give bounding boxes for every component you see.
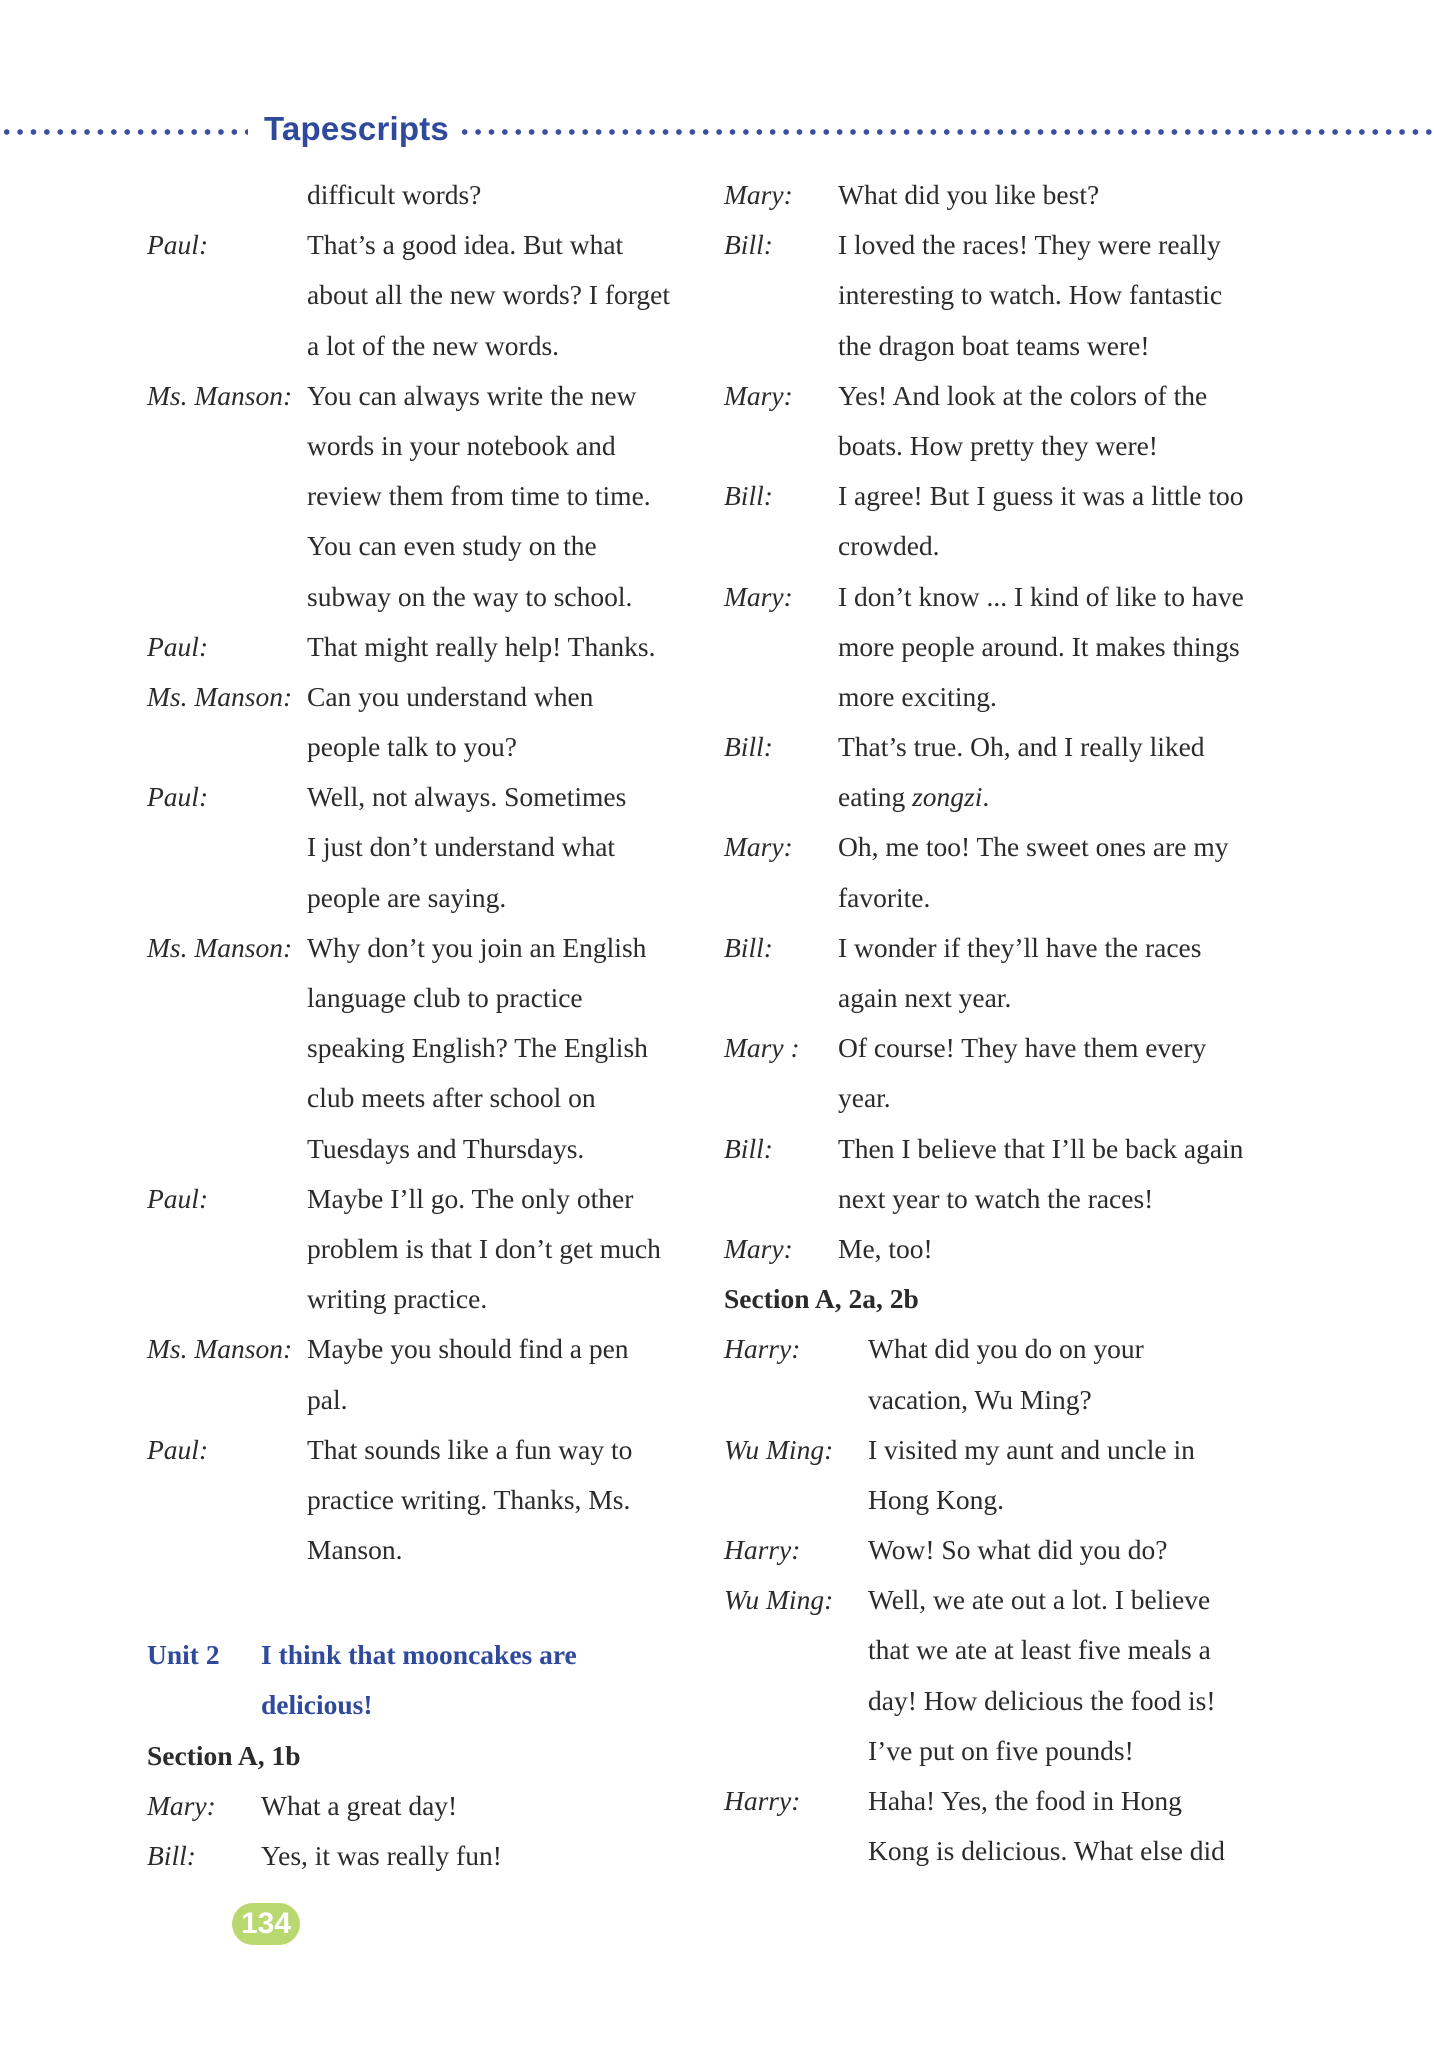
dialogue-text: favorite.	[838, 881, 931, 913]
dialogue-line	[147, 1375, 707, 1425]
dialogue-text: club meets after school on	[307, 1082, 596, 1114]
dialogue-italic-word: zongzi	[912, 781, 983, 813]
speaker-name: Bill:	[724, 731, 773, 763]
page-header	[0, 108, 1434, 152]
dialogue-text: Then I believe that I’ll be back again	[838, 1132, 1244, 1164]
dialogue-text-part: .	[982, 781, 990, 813]
dialogue-line	[724, 1776, 1324, 1826]
speaker-name: Bill:	[724, 931, 773, 963]
dialogue-text: again next year.	[838, 982, 1012, 1013]
dialogue-line	[147, 471, 707, 521]
section-title: Section A, 1b	[147, 1739, 301, 1771]
dialogue-text: difficult words?	[307, 179, 482, 210]
dialogue-text: Haha! Yes, the food in Hong	[868, 1785, 1182, 1816]
speaker-name: Bill:	[724, 1132, 773, 1164]
dialogue-line	[724, 1023, 1324, 1073]
dialogue-text: that we ate at least five meals a	[868, 1634, 1211, 1666]
dialogue-line	[147, 1124, 707, 1174]
dialogue-line	[147, 572, 707, 622]
dialogue-text: review them from time to time.	[307, 480, 651, 512]
dialogue-line	[724, 1124, 1324, 1174]
unit-number: Unit 2	[147, 1639, 220, 1671]
section-heading	[724, 1274, 1324, 1324]
dialogue-text: pal.	[307, 1383, 348, 1415]
dialogue-text: interesting to watch. How fantastic	[838, 279, 1223, 311]
speaker-name: Bill:	[724, 480, 773, 512]
dialogue-text: Why don’t you join an English	[307, 931, 647, 963]
dialogue-text: That might really help! Thanks.	[307, 630, 656, 662]
dialogue-line	[724, 722, 1324, 772]
dialogue-line	[724, 873, 1324, 923]
dialogue-text: the dragon boat teams were!	[838, 329, 1150, 361]
dialogue-line	[147, 1023, 707, 1073]
speaker-name: Harry:	[724, 1785, 801, 1816]
dialogue-line	[147, 1425, 707, 1475]
dialogue-line	[724, 1425, 1324, 1475]
dialogue-line	[147, 1224, 707, 1274]
dialogue-line	[147, 270, 707, 320]
dialogue-line	[147, 973, 707, 1023]
speaker-name: Paul:	[147, 781, 209, 813]
dialogue-text: people talk to you?	[307, 731, 518, 763]
dialogue-line	[147, 772, 707, 822]
dialogue-text: Manson.	[307, 1534, 403, 1566]
dialogue-text: Tuesdays and Thursdays.	[307, 1132, 585, 1164]
dialogue-line	[147, 220, 707, 270]
speaker-name: Bill:	[147, 1840, 196, 1871]
dialogue-text: Of course! They have them every	[838, 1032, 1207, 1064]
dialogue-text: What did you do on your	[868, 1333, 1144, 1365]
speaker-name: Paul:	[147, 1433, 209, 1465]
dialogue-line	[724, 1073, 1324, 1123]
dialogue-line	[724, 1174, 1324, 1224]
dialogue-text: Maybe I’ll go. The only other	[307, 1182, 634, 1214]
speaker-name: Paul:	[147, 1182, 209, 1214]
dialogue-line	[147, 170, 707, 220]
dialogue-line	[724, 1676, 1324, 1726]
section-heading	[147, 1731, 707, 1781]
speaker-name: Paul:	[147, 630, 209, 662]
speaker-name: Mary:	[147, 1789, 216, 1821]
dialogue-text: speaking English? The English	[307, 1032, 648, 1064]
dialogue-text: Maybe you should find a pen	[307, 1333, 629, 1365]
speaker-name: Wu Ming:	[724, 1584, 834, 1616]
dialogue-line	[724, 822, 1324, 872]
dialogue-text: You can always write the new	[307, 379, 637, 411]
dialogue-line	[724, 923, 1324, 973]
dialogue-line	[724, 471, 1324, 521]
dialogue-line	[147, 1324, 707, 1374]
dialogue-line	[147, 1174, 707, 1224]
dialogue-line	[147, 923, 707, 973]
speaker-name: Mary:	[724, 831, 793, 863]
dialogue-line	[147, 1274, 707, 1324]
header-title: Tapescripts	[264, 110, 449, 147]
dialogue-text: What did you like best?	[838, 179, 1100, 210]
speaker-name: Paul:	[147, 229, 209, 261]
dialogue-text: more people around. It makes things	[838, 630, 1240, 662]
dialogue-text: boats. How pretty they were!	[838, 429, 1158, 461]
dialogue-line	[147, 371, 707, 421]
dialogue-line	[147, 1831, 707, 1881]
dialogue-text: I don’t know ... I kind of like to have	[838, 580, 1244, 612]
dialogue-text: I agree! But I guess it was a little too	[838, 480, 1244, 512]
speaker-name: Ms. Manson:	[147, 379, 293, 411]
dialogue-text: I visited my aunt and uncle in	[868, 1433, 1195, 1465]
dialogue-text: year.	[838, 1082, 891, 1114]
speaker-name: Harry:	[724, 1333, 801, 1365]
dialogue-line	[724, 270, 1324, 320]
dialogue-line	[724, 1726, 1324, 1776]
dialogue-line	[724, 1826, 1324, 1876]
speaker-name: Bill:	[724, 229, 773, 261]
right-column	[724, 170, 1324, 1876]
dialogue-line	[147, 421, 707, 471]
dotted-rule-left	[0, 128, 248, 136]
dialogue-line	[147, 1781, 707, 1831]
dialogue-line	[724, 622, 1324, 672]
dialogue-line	[724, 521, 1324, 571]
dialogue-line	[724, 672, 1324, 722]
dialogue-text: Well, we ate out a lot. I believe	[868, 1584, 1211, 1616]
dialogue-text: next year to watch the races!	[838, 1182, 1154, 1214]
dialogue-text: writing practice.	[307, 1283, 488, 1315]
dialogue-text: problem is that I don’t get much	[307, 1232, 661, 1264]
dialogue-text: day! How delicious the food is!	[868, 1684, 1216, 1716]
dialogue-text: I just don’t understand what	[307, 831, 616, 863]
dialogue-text: Can you understand when	[307, 680, 594, 712]
dialogue-text: more exciting.	[838, 680, 997, 712]
dialogue-line	[724, 1375, 1324, 1425]
dialogue-line	[724, 973, 1324, 1023]
dialogue-text: Yes, it was really fun!	[261, 1840, 502, 1871]
dialogue-line	[724, 1324, 1324, 1374]
dialogue-line	[724, 1525, 1324, 1575]
dialogue-line	[724, 371, 1324, 421]
dialogue-line	[724, 220, 1324, 270]
dialogue-line	[147, 1475, 707, 1525]
dialogue-line	[724, 1575, 1324, 1625]
dialogue-line	[147, 722, 707, 772]
speaker-name: Ms. Manson:	[147, 931, 293, 963]
dialogue-line	[724, 772, 1324, 822]
dialogue-text: about all the new words? I forget	[307, 279, 670, 311]
unit-heading-cont	[147, 1680, 707, 1730]
dialogue-text-part: eating	[838, 781, 913, 813]
dialogue-text: What a great day!	[261, 1789, 458, 1821]
unit-heading	[147, 1630, 707, 1680]
dialogue-text: words in your notebook and	[307, 429, 616, 461]
dialogue-text	[838, 772, 989, 822]
dialogue-text: Yes! And look at the colors of the	[838, 379, 1208, 411]
speaker-name: Mary :	[724, 1032, 800, 1064]
dialogue-text: Well, not always. Sometimes	[307, 781, 627, 813]
speaker-name: Mary:	[724, 379, 793, 411]
dialogue-text: That’s a good idea. But what	[307, 229, 624, 261]
dialogue-text: vacation, Wu Ming?	[868, 1383, 1092, 1415]
dialogue-line	[724, 170, 1324, 220]
unit-title-cont: delicious!	[261, 1689, 373, 1721]
dialogue-text: Kong is delicious. What else did	[868, 1835, 1225, 1867]
dialogue-text: I wonder if they’ll have the races	[838, 931, 1202, 963]
dialogue-line	[724, 572, 1324, 622]
dialogue-text: Wow! So what did you do?	[868, 1534, 1168, 1566]
dialogue-line	[724, 421, 1324, 471]
page-number: 134	[232, 1903, 300, 1945]
dialogue-line	[147, 622, 707, 672]
dialogue-line	[724, 1625, 1324, 1675]
dialogue-line	[147, 521, 707, 571]
speaker-name: Ms. Manson:	[147, 1333, 293, 1365]
speaker-name: Mary:	[724, 1232, 793, 1264]
left-column	[147, 170, 707, 1881]
section-title: Section A, 2a, 2b	[724, 1283, 919, 1315]
dotted-rule-right	[458, 128, 1434, 136]
speaker-name: Harry:	[724, 1534, 801, 1566]
dialogue-text: people are saying.	[307, 881, 507, 913]
dialogue-text: practice writing. Thanks, Ms.	[307, 1483, 631, 1515]
dialogue-text: I’ve put on five pounds!	[868, 1734, 1134, 1766]
dialogue-line	[724, 321, 1324, 371]
dialogue-line	[147, 321, 707, 371]
speaker-name: Ms. Manson:	[147, 680, 293, 712]
dialogue-text: a lot of the new words.	[307, 329, 560, 361]
speaker-name: Wu Ming:	[724, 1433, 834, 1465]
dialogue-line	[147, 1073, 707, 1123]
dialogue-text: crowded.	[838, 530, 940, 562]
dialogue-text: I loved the races! They were really	[838, 229, 1221, 261]
speaker-name: Mary:	[724, 179, 793, 210]
dialogue-line	[724, 1224, 1324, 1274]
dialogue-text: Hong Kong.	[868, 1483, 1004, 1515]
dialogue-text: Oh, me too! The sweet ones are my	[838, 831, 1229, 863]
dialogue-line	[147, 822, 707, 872]
dialogue-text: That sounds like a fun way to	[307, 1433, 633, 1465]
dialogue-text: language club to practice	[307, 982, 583, 1013]
unit-title: I think that mooncakes are	[261, 1639, 577, 1671]
dialogue-text: You can even study on the	[307, 530, 597, 562]
dialogue-text: Me, too!	[838, 1232, 933, 1264]
speaker-name: Mary:	[724, 580, 793, 612]
dialogue-line	[147, 672, 707, 722]
dialogue-line	[147, 1525, 707, 1575]
dialogue-line	[724, 1475, 1324, 1525]
spacer	[147, 1575, 707, 1630]
dialogue-text: That’s true. Oh, and I really liked	[838, 731, 1205, 763]
dialogue-line	[147, 873, 707, 923]
dialogue-text: subway on the way to school.	[307, 580, 633, 612]
